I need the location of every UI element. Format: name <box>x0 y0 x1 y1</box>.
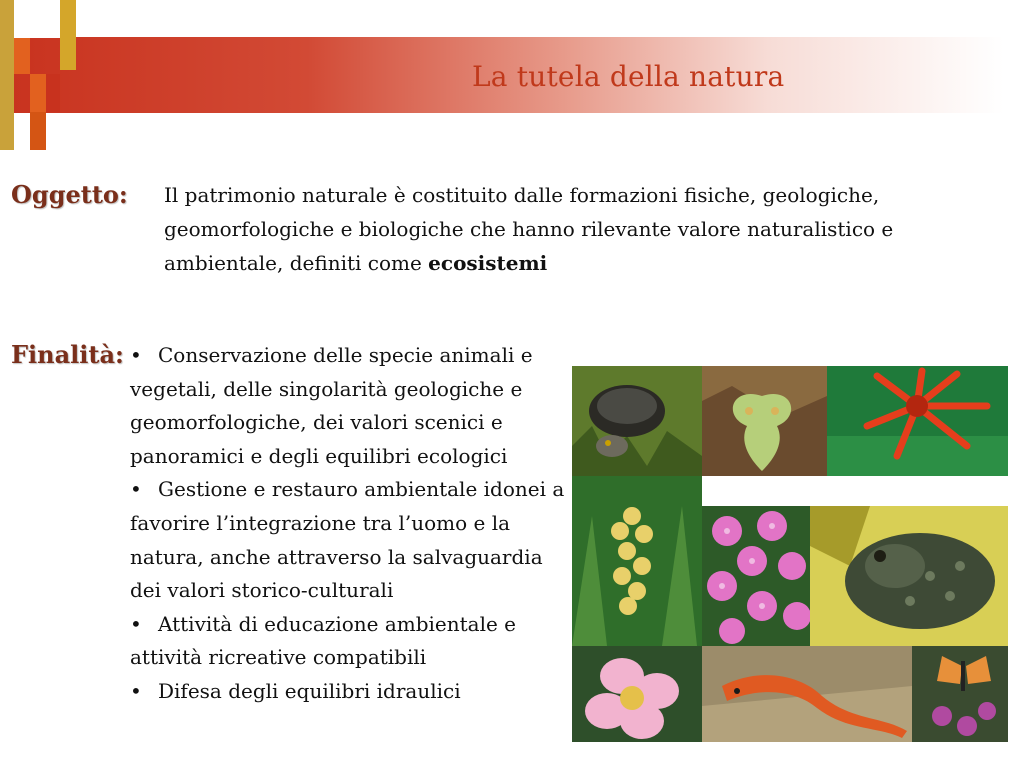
slide-title: La tutela della natura <box>472 60 785 93</box>
red-flower-photo <box>827 366 1008 476</box>
finalita-list <box>130 339 575 709</box>
header-decoration <box>46 74 60 112</box>
finalita-item-text: Gestione e restauro ambientale idonei a favorire l’integrazione tra l’uomo e la natura, anche attraverso la salvaguardia dei valori storico-culturali <box>130 477 565 603</box>
bullet: • <box>130 611 142 636</box>
pink-phlox-photo <box>702 506 810 646</box>
red-eft-photo <box>702 646 912 742</box>
nature-collage-image <box>572 366 1008 742</box>
finalita-item-text: Conservazione delle specie animali e vegetali, delle singolarità geologiche e geomorfologiche, dei valori scenici e panoramici e degli equilibri ecologici <box>130 343 533 468</box>
turtle-photo <box>572 366 702 476</box>
luna-moth-photo <box>702 366 827 476</box>
toad-photo <box>810 506 1008 646</box>
bullet: • <box>130 343 142 367</box>
header-decoration <box>14 38 30 74</box>
butterfly-photo <box>912 646 1008 742</box>
finalita-item <box>130 675 575 709</box>
header-decoration <box>30 112 46 150</box>
finalita-item <box>130 339 575 473</box>
header-decoration <box>14 0 60 38</box>
bullet: • <box>130 678 142 703</box>
header-decoration <box>0 0 14 150</box>
oggetto-keyword: ecosistemi <box>428 251 548 275</box>
finalita-item <box>130 608 575 675</box>
orchid-photo <box>572 476 702 646</box>
finalita-label: Finalità: <box>11 340 124 369</box>
oggetto-label: Oggetto: <box>11 180 128 209</box>
finalita-item-text: Attività di educazione ambientale e attività ricreative compatibili <box>130 611 517 670</box>
finalita-item-text: Difesa degli equilibri idraulici <box>158 678 461 703</box>
bullet: • <box>130 477 142 502</box>
oggetto-text <box>164 178 964 280</box>
wild-rose-photo <box>572 646 702 742</box>
finalita-item <box>130 473 575 607</box>
header-decoration <box>30 74 46 112</box>
oggetto-text-body: Il patrimonio naturale è costituito dalle formazioni fisiche, geologiche, geomorfologiche e biologiche che hanno rilevante valore naturalistico e ambientale, definiti come <box>164 183 894 275</box>
header-decoration <box>60 0 76 70</box>
